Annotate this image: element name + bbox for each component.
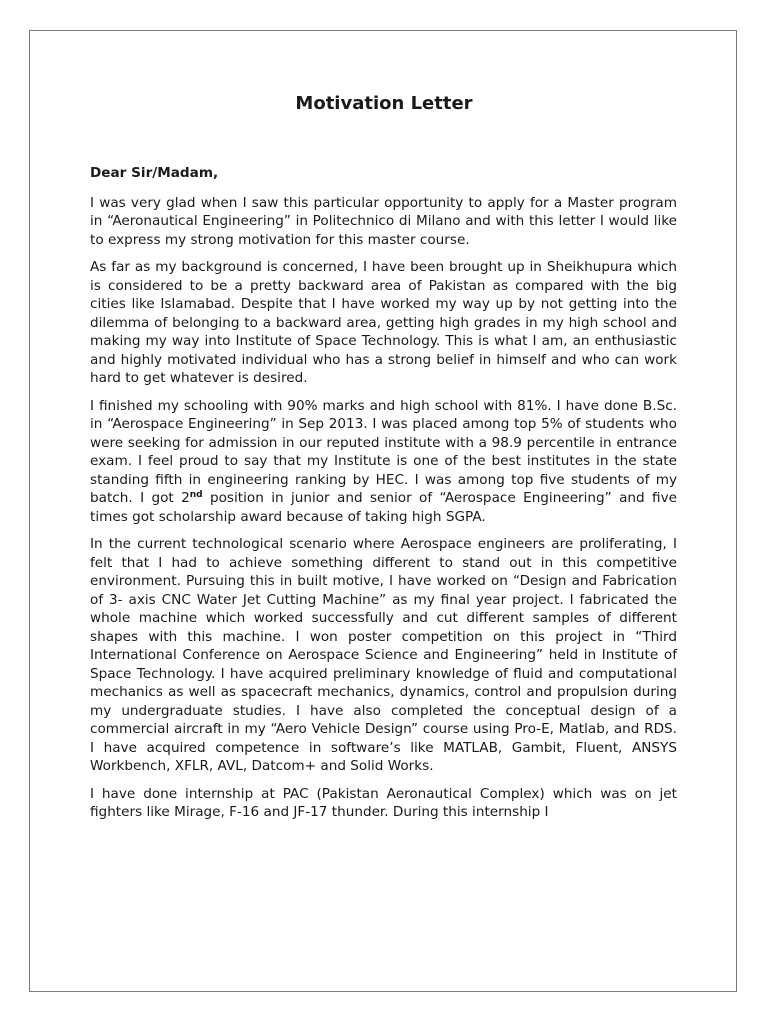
paragraph-internship: I have done internship at PAC (Pakistan Aeronautical Complex) which was on jet fighters like Mirage, F-16 and JF-17 thunder. During this internship I xyxy=(90,785,677,820)
document-title: Motivation Letter xyxy=(295,93,473,114)
paragraph-education-text-2: position in junior and senior of “Aerospace Engineering” and five times got scholarship award because of taking high SGPA. xyxy=(90,490,677,525)
paragraph-intro: I was very glad when I saw this particular opportunity to apply for a Master program in “Aeronautical Engineering” in Politechnico di Milano and with this letter I would like to express my strong motivation for this master course. xyxy=(90,194,677,248)
paragraph-background: As far as my background is concerned, I have been brought up in Sheikhupura which is considered to be a pretty backward area of Pakistan as compared with the big cities like Islamabad. Despite that I have worked my way up by not getting into the dilemma of belonging to a backward area, getting high grades in my high school and making my way into Institute of Space Technology. This is what I am, an enthusiastic and highly motivated individual who has a strong belief in himself and who can work hard to get whatever is desired. xyxy=(90,259,677,386)
salutation: Dear Sir/Madam, xyxy=(90,165,219,181)
paragraph-education xyxy=(90,397,677,527)
ordinal-superscript: nd xyxy=(189,490,203,500)
letter-body xyxy=(90,164,677,831)
paragraph-projects: In the current technological scenario where Aerospace engineers are proliferating, I felt that I had to achieve something different to stand out in this competitive environment. Pursuing this in built motive, I have worked on “Design and Fabrication of 3- axis CNC Water Jet Cutting Machine” as my final year project. I fabricated the whole machine which worked successfully and cut different samples of different shapes with this machine. I won poster competition on this project in “Third International Conference on Aerospace Science and Engineering” held in Institute of Space Technology. I have acquired preliminary knowledge of fluid and computational mechanics as well as spacecraft mechanics, dynamics, control and propulsion during my undergraduate studies. I have also completed the conceptual design of a commercial aircraft in my “Aero Vehicle Design” course using Pro-E, Matlab, and RDS. I have acquired competence in software’s like MATLAB, Gambit, Fluent, ANSYS Workbench, XFLR, AVL, Datcom+ and Solid Works. xyxy=(90,536,677,774)
paragraph-education-text-1: I finished my schooling with 90% marks and high school with 81%. I have done B.Sc. in “Aerospace Engineering” in Sep 2013. I was placed among top 5% of students who were seeking for admission in our reputed institute with a 98.9 percentile in entrance exam. I feel proud to say that my Institute is one of the best institutes in the state standing fifth in engineering ranking by HEC. I was among top five students of my batch. I got 2 xyxy=(90,397,677,506)
